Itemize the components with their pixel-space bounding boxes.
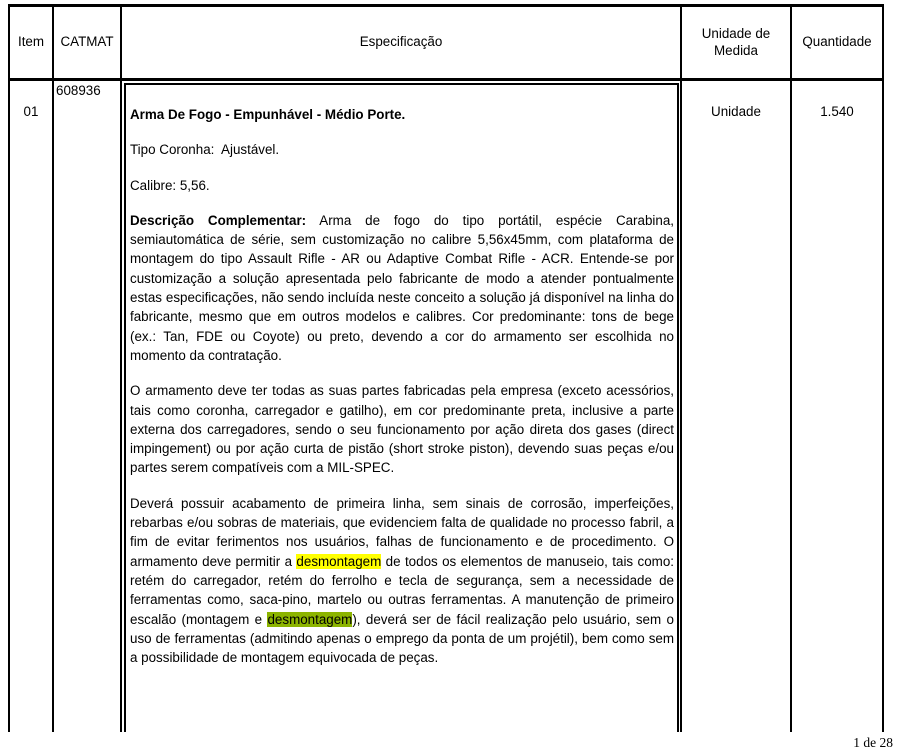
cell-especificacao	[122, 81, 682, 732]
spec-paragraph-acabamento	[130, 494, 674, 668]
table-header-row	[10, 7, 882, 81]
spec-title: Arma De Fogo - Empunhável - Médio Porte.	[130, 107, 406, 122]
p3-text-after: ), deverá ser de fácil realização pelo usuário, sem o uso de ferramentas (admitindo apenas o emprego da ponta de um projétil), bem como sem a possibilidade de montagem equivocada de peças.	[130, 611, 674, 666]
header-quantidade: Quantidade	[802, 34, 872, 50]
table-row	[10, 81, 882, 732]
descricao-label: Descrição Complementar:	[130, 212, 307, 228]
cell-unidade: Unidade	[682, 81, 792, 732]
spec-calibre: Calibre: 5,56.	[130, 177, 210, 193]
spec-descricao-complementar	[130, 211, 674, 365]
spec-paragraph-armamento: O armamento deve ter todas as suas partes fabricadas pela empresa (exceto acessórios, tais como coronha, carregador e gatilho), em cor predominante preta, inclusive a parte externa dos carregadores, sendo o seu funcionamento por ação direta dos gases (direct impingement) ou por ação curta de pistão (short stroke piston), devendo suas peças e/ou partes serem compatíveis com a MIL-SPEC.	[130, 383, 674, 476]
header-especificacao: Especificação	[122, 7, 682, 78]
cell-quantidade: 1.540	[820, 104, 854, 119]
cell-catmat-code: 608936	[54, 81, 122, 732]
cell-item-number: 01	[10, 81, 54, 732]
p3-text-before: Deverá possuir acabamento de primeira linha, sem sinais de corrosão, imperfeições, rebarbas e/ou sobras de materiais, que evidenciem falta de qualidade no processo fabril, a fim de evitar ferimentos nos usuários, falhas de funcionamento e de procedimento. O armamento deve permitir a	[130, 495, 674, 569]
page-number-indicator: 1 de 28	[853, 735, 893, 750]
specification-table	[8, 4, 884, 732]
header-unidade-de-medida: Unidade de Medida	[682, 7, 792, 78]
spec-tipo-coronha: Tipo Coronha: Ajustável.	[130, 142, 280, 158]
highlight-yellow-desmontagem: desmontagem	[296, 553, 382, 569]
specification-text-box	[124, 83, 679, 732]
header-catmat: CATMAT	[54, 7, 122, 78]
header-item: Item	[10, 7, 54, 78]
highlight-green-desmontagem: desmontagem	[267, 611, 353, 627]
descricao-body: Arma de fogo do tipo portátil, espécie Carabina, semiautomática de série, sem customização no calibre 5,56x45mm, com plataforma de montagem do tipo Assault Rifle - AR ou Adaptive Combat Rifle - ACR. Entende-se por customização a solução apresentada pelo fabricante de modo a atender pontualmente estas especificações, não sendo incluída neste conceito a solução já disponível na linha do fabricante, mesmo que em outros modelos e calibres. Cor predominante: tons de bege (ex.: Tan, FDE ou Coyote) ou preto, devendo a cor do armamento ser escolhida no momento da contratação.	[130, 212, 675, 363]
p3-text-middle: de todos os elementos de manuseio, tais como: retém do carregador, retém do ferrolho e tecla de segurança, sem a necessidade de ferramentas como, saca-pino, martelo ou outras ferramentas. A manutenção de primeiro escalão (montagem e	[130, 553, 674, 627]
